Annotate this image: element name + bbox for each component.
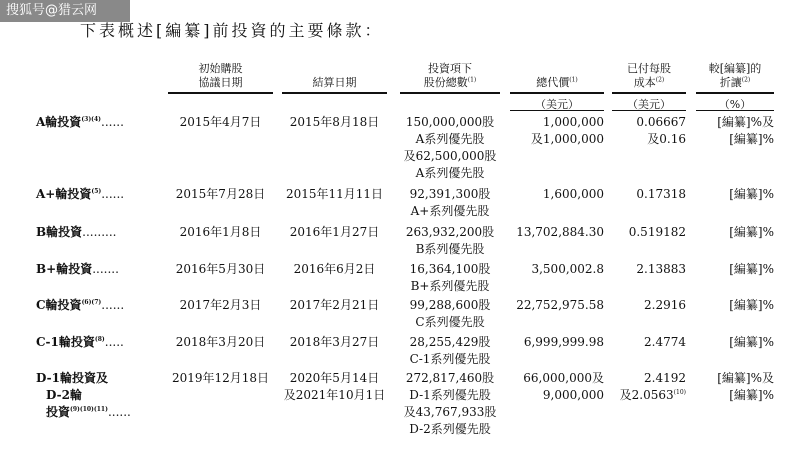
settlement-date: [282, 186, 387, 203]
cell-line: D-2系列優先股: [409, 422, 491, 436]
cell-line: 92,391,300股: [409, 187, 491, 201]
header-line: 較[編纂]的: [708, 62, 762, 75]
cell-line: [編纂]%: [729, 388, 774, 402]
footnote-ref: (1): [467, 76, 477, 84]
agreement-date: [168, 261, 273, 278]
header-rule: [696, 92, 774, 94]
cell-line: B+系列優先股: [410, 279, 490, 293]
header-rule: [282, 92, 387, 94]
cell-line: [編纂]%: [729, 187, 774, 201]
leader-dots: .......: [92, 262, 119, 276]
header-text: 股份總數: [423, 76, 468, 89]
cell-line: [編纂]%及: [717, 115, 774, 129]
unit-rule: [612, 110, 686, 111]
header-rule: [400, 92, 500, 94]
cell-line: C系列優先股: [415, 315, 485, 329]
header-cost-per-share: [612, 62, 686, 90]
cost-per-share: [612, 261, 686, 278]
leader-dots: ......: [101, 187, 125, 201]
agreement-date: [168, 370, 273, 387]
round-label: [36, 114, 124, 131]
round-name: 投資: [46, 405, 71, 419]
cell-line: 1,600,000: [542, 187, 604, 201]
cell-line: 0.519182: [628, 225, 686, 239]
discount: [696, 370, 774, 404]
cell-line: [編纂]%: [729, 335, 774, 349]
footnote-ref: (6)(7): [81, 299, 102, 306]
cell-line: B系列優先股: [415, 242, 485, 256]
cell-line: 2018年3月20日: [175, 335, 266, 349]
cell-line: 28,255,429股: [409, 335, 491, 349]
total-shares: [400, 297, 500, 331]
total-consideration: [510, 114, 604, 148]
cost-per-share: [612, 334, 686, 351]
round-name: C-1輪投資: [36, 335, 95, 349]
cell-line: [編纂]%及: [717, 371, 774, 385]
round-name: B+輪投資: [36, 262, 93, 276]
unit-percent: （%）: [718, 98, 752, 111]
round-label: [36, 297, 124, 314]
cost-per-share: [612, 224, 686, 241]
header-total-shares: [400, 62, 500, 90]
total-shares: [400, 261, 500, 295]
discount: [696, 297, 774, 314]
cell-text: 及2.0563: [619, 388, 674, 402]
cell-line: 272,817,460股: [405, 371, 495, 385]
settlement-date: [282, 297, 387, 314]
round-label: [36, 224, 117, 241]
cell-line: 2.4774: [644, 335, 686, 349]
cost-per-share: [612, 186, 686, 203]
settlement-date: [282, 334, 387, 351]
header-line: 投資項下: [428, 62, 472, 75]
total-shares: [400, 370, 500, 438]
watermark: 搜狐号@猎云网: [0, 0, 130, 22]
header-line: [612, 76, 686, 90]
footnote-ref: (3)(4): [81, 116, 102, 123]
cell-line: D-1系列優先股: [409, 388, 491, 402]
round-label: [36, 334, 124, 351]
round-name: D-2輪: [46, 388, 82, 402]
agreement-date: [168, 334, 273, 351]
cell-line: 22,752,975.58: [516, 298, 604, 312]
round-name: A輪投資: [36, 115, 82, 129]
cell-line: A+系列優先股: [410, 204, 490, 218]
total-consideration: [510, 334, 604, 351]
header-line: 初始購股: [198, 62, 243, 75]
total-shares: [400, 186, 500, 220]
footnote-ref: (5): [91, 188, 102, 195]
discount: [696, 224, 774, 241]
total-shares: [400, 224, 500, 258]
cell-line: 2.4192: [644, 371, 686, 385]
unit-usd: （美元）: [535, 98, 579, 111]
cell-line: 2017年2月3日: [179, 298, 262, 312]
cell-line: A系列優先股: [415, 132, 485, 146]
unit-usd: （美元）: [627, 98, 671, 111]
settlement-date: [282, 261, 387, 278]
header-text: 總代價: [536, 76, 570, 89]
settlement-date: [282, 114, 387, 131]
header-rule: [612, 92, 686, 94]
header-line: 已付每股: [627, 62, 671, 75]
cell-line: 2015年11月11日: [285, 187, 384, 201]
agreement-date: [168, 224, 273, 241]
discount: [696, 114, 774, 148]
footnote-ref: (1): [569, 76, 578, 84]
cell-line: 2016年1月27日: [289, 225, 380, 239]
cell-line: 2016年5月30日: [175, 262, 266, 276]
total-consideration: [510, 224, 604, 241]
footnote-ref: (10): [673, 389, 686, 396]
round-name: B輪投資: [36, 225, 83, 239]
cell-line: 及2021年10月1日: [283, 388, 386, 402]
cell-line: [編纂]%: [729, 298, 774, 312]
cell-line: 6,999,999.98: [523, 335, 604, 349]
cell-line: 99,288,600股: [409, 298, 491, 312]
header-line: 協議日期: [198, 76, 243, 89]
settlement-date: [282, 224, 387, 241]
round-name: D-1輪投資及: [36, 371, 108, 385]
cell-line: 263,932,200股: [405, 225, 495, 239]
cell-line: [編纂]%: [729, 225, 774, 239]
page-title: 下表概述[編纂]前投資的主要條款：: [80, 21, 384, 40]
total-shares: [400, 334, 500, 368]
unit-rule: [696, 110, 774, 111]
cell-line: 2.13883: [636, 262, 686, 276]
discount: [696, 261, 774, 278]
header-line: [400, 76, 500, 90]
cell-line: 3,500,002.8: [531, 262, 604, 276]
header-agreement-date: [168, 62, 273, 90]
leader-dots: ......: [107, 405, 131, 419]
agreement-date: [168, 297, 273, 314]
cell-line: 1,000,000: [542, 115, 604, 129]
cell-line: 及43,767,933股: [403, 405, 497, 419]
cell-line: 2015年8月18日: [289, 115, 380, 129]
unit-rule: [510, 110, 604, 111]
footnote-ref: (2): [655, 76, 665, 84]
cell-line: [612, 387, 686, 404]
header-rule: [510, 92, 604, 94]
agreement-date: [168, 114, 273, 131]
cell-line: 2016年1月8日: [179, 225, 262, 239]
header-line: [696, 76, 774, 90]
leader-dots: ......: [101, 115, 124, 129]
cell-line: 2020年5月14日: [289, 371, 380, 385]
cell-line: 及1,000,000: [530, 132, 604, 146]
cell-line: 及0.16: [647, 132, 686, 146]
header-settlement-date: [282, 76, 387, 90]
header-total-consideration: [510, 76, 604, 90]
round-name: C輪投資: [36, 298, 82, 312]
round-name: A+輪投資: [36, 187, 92, 201]
header-text: 折讓: [719, 76, 742, 89]
settlement-date: [282, 370, 387, 404]
footnote-ref: (8): [94, 336, 105, 343]
round-label: [36, 261, 119, 278]
cell-line: 2.2916: [644, 298, 686, 312]
header-text: 成本: [633, 76, 656, 89]
total-consideration: [510, 297, 604, 314]
footnote-ref: (9)(10)(11): [70, 406, 108, 413]
discount: [696, 334, 774, 351]
cell-line: 2016年6月2日: [293, 262, 376, 276]
header-line: 結算日期: [312, 76, 357, 89]
cost-per-share: [612, 114, 686, 148]
cell-line: A系列優先股: [415, 166, 485, 180]
cell-line: 13,702,884.30: [516, 225, 604, 239]
cell-line: 16,364,100股: [409, 262, 491, 276]
cell-line: C-1系列優先股: [409, 352, 491, 366]
header-line: [510, 76, 604, 90]
cell-line: 66,000,000及: [523, 371, 604, 385]
leader-dots: .........: [82, 225, 117, 239]
cell-line: 150,000,000股: [405, 115, 495, 129]
cell-line: 9,000,000: [542, 388, 604, 402]
agreement-date: [168, 186, 273, 203]
header-discount: [696, 62, 774, 90]
leader-dots: .....: [104, 335, 124, 349]
cell-line: 2018年3月27日: [289, 335, 380, 349]
discount: [696, 186, 774, 203]
cell-line: 及62,500,000股: [403, 149, 497, 163]
round-name-line: [36, 404, 131, 421]
cost-per-share: [612, 297, 686, 314]
cell-line: 2019年12月18日: [171, 371, 270, 385]
cell-line: 2015年4月7日: [179, 115, 262, 129]
total-shares: [400, 114, 500, 182]
cell-line: [編纂]%: [729, 132, 774, 146]
footnote-ref: (2): [741, 76, 751, 84]
leader-dots: ......: [101, 298, 125, 312]
round-label: [36, 370, 131, 421]
header-rule: [168, 92, 273, 94]
cell-line: 0.06667: [636, 115, 686, 129]
cell-line: 2015年7月28日: [175, 187, 266, 201]
total-consideration: [510, 261, 604, 278]
cell-line: 2017年2月21日: [289, 298, 380, 312]
total-consideration: [510, 370, 604, 404]
cost-per-share: [612, 370, 686, 404]
round-label: [36, 186, 124, 203]
cell-line: 0.17318: [636, 187, 686, 201]
cell-line: [編纂]%: [729, 262, 774, 276]
total-consideration: [510, 186, 604, 203]
